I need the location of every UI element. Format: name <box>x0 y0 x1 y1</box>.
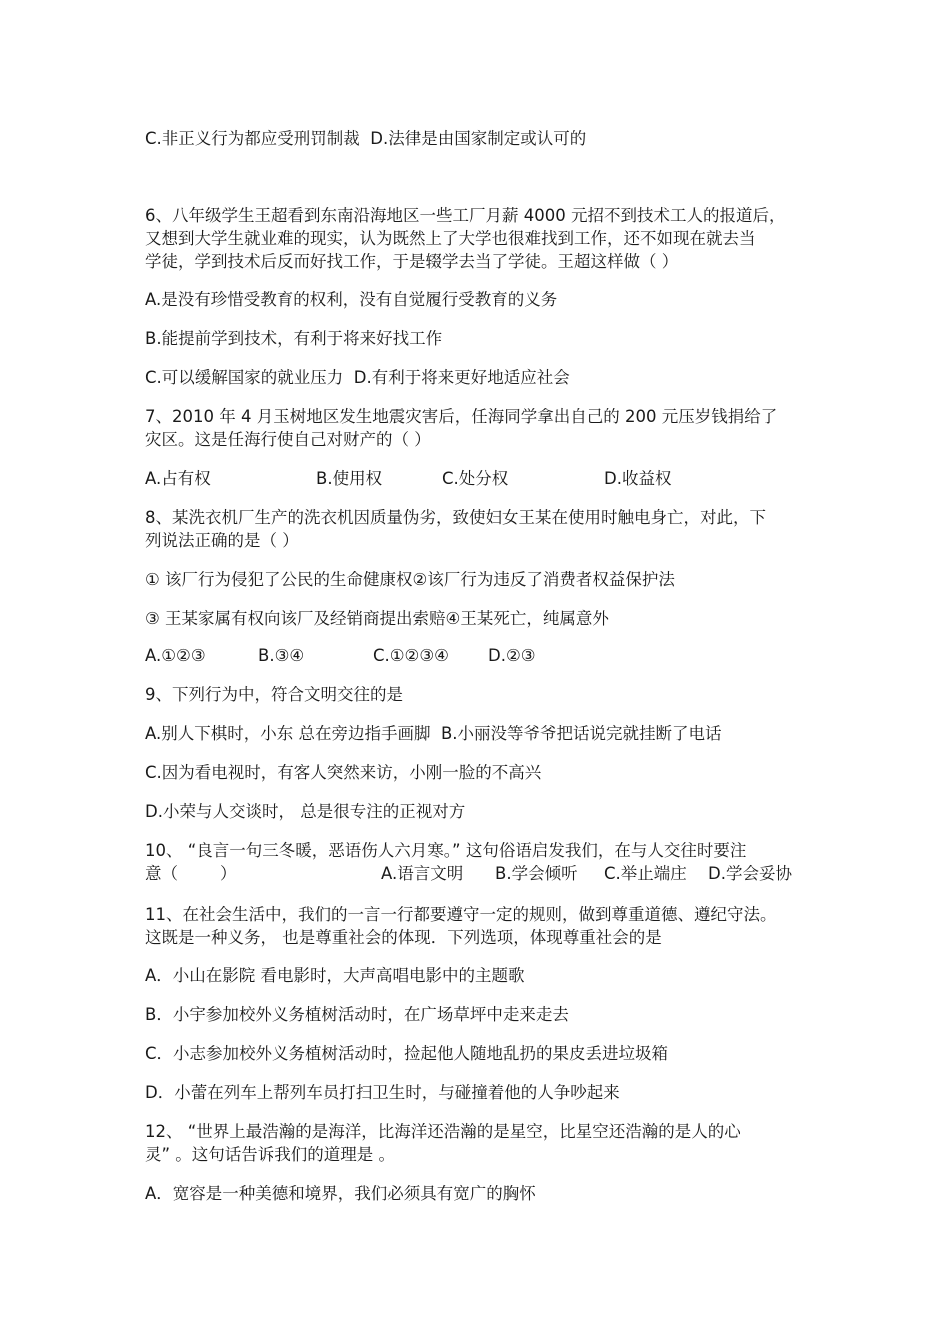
q7-option-b: B.使用权 <box>316 469 383 488</box>
q11-stem-line-2: 这既是一种义务， 也是尊重社会的体现．下列选项，体现尊重社会的是 <box>145 928 662 947</box>
q9-option-d: D.小荣与人交谈时， 总是很专注的正视对方 <box>145 802 466 821</box>
q9-stem: 9、下列行为中，符合文明交往的是 <box>145 685 403 704</box>
q8-option-d: D.②③ <box>488 646 536 665</box>
q6-option-b: B.能提前学到技术，有利于将来好找工作 <box>145 329 443 348</box>
q11-option-c: C．小志参加校外义务植树活动时，捡起他人随地乱扔的果皮丢进垃圾箱 <box>145 1044 669 1063</box>
q8-option-b: B.③④ <box>258 646 305 665</box>
q7-option-d: D.收益权 <box>604 469 672 488</box>
q6-stem-line-1: 6、八年级学生王超看到东南沿海地区一些工厂月薪 4000 元招不到技术工人的报道后， <box>145 206 786 225</box>
q12-stem-line-1: 12、 “世界上最浩瀚的是海洋，比海洋还浩瀚的是星空，比星空还浩瀚的是人的心 <box>145 1122 741 1141</box>
q8-option-a: A.①②③ <box>145 646 206 665</box>
q8-option-c: C.①②③④ <box>373 646 449 665</box>
q7-stem-line-1: 7、2010 年 4 月玉树地区发生地震灾害后，任海同学拿出自己的 200 元压岁钱捐给了 <box>145 407 778 426</box>
q11-option-b: B．小宇参加校外义务植树活动时，在广场草坪中走来走去 <box>145 1005 569 1024</box>
q8-stem-line-2: 列说法正确的是（ ） <box>145 531 299 550</box>
q11-stem-line-1: 11、在社会生活中，我们的一言一行都要遵守一定的规则，做到尊重道德、遵纪守法。 <box>145 905 777 924</box>
q9-option-c: C.因为看电视时，有客人突然来访，小刚一脸的不高兴 <box>145 763 542 782</box>
q8-statement-1: ① 该厂行为侵犯了公民的生命健康权②该厂行为违反了消费者权益保护法 <box>145 570 675 589</box>
q7-option-c: C.处分权 <box>442 469 509 488</box>
q10-stem-line-2: 意（ ） <box>145 864 237 883</box>
q8-stem-line-1: 8、某洗衣机厂生产的洗衣机因质量伪劣，致使妇女王某在使用时触电身亡，对此，下 <box>145 508 766 527</box>
q6-option-cd: C.可以缓解国家的就业压力 D.有利于将来更好地适应社会 <box>145 368 570 387</box>
q8-statement-2: ③ 王某家属有权向该厂及经销商提出索赔④王某死亡，纯属意外 <box>145 609 609 628</box>
q10-option-b: B.学会倾听 <box>495 864 578 883</box>
q10-stem-line-1: 10、 “良言一句三冬暖，恶语伤人六月寒。” 这句俗语启发我们，在与人交往时要注 <box>145 841 747 860</box>
q10-option-a: A.语言文明 <box>381 864 464 883</box>
q7-option-a: A.占有权 <box>145 469 211 488</box>
q7-stem-line-2: 灾区。这是任海行使自己对财产的（ ） <box>145 430 431 449</box>
q11-option-d: D．小蕾在列车上帮列车员打扫卫生时，与碰撞着他的人争吵起来 <box>145 1083 620 1102</box>
q10-option-d: D.学会妥协 <box>708 864 792 883</box>
q12-stem-line-2: 灵” 。这句话告诉我们的道理是 。 <box>145 1145 396 1164</box>
q6-stem-line-3: 学徒，学到技术后反而好找工作，于是辍学去当了学徒。王超这样做（ ） <box>145 252 679 271</box>
q11-option-a: A．小山在影院 看电影时，大声高唱电影中的主题歌 <box>145 966 525 985</box>
q12-option-a: A．宽容是一种美德和境界，我们必须具有宽广的胸怀 <box>145 1184 536 1203</box>
q6-stem-line-2: 又想到大学生就业难的现实，认为既然上了大学也很难找到工作，还不如现在就去当 <box>145 229 756 248</box>
q10-option-c: C.举止端庄 <box>604 864 687 883</box>
q9-option-ab: A.别人下棋时，小东 总在旁边指手画脚 B.小丽没等爷爷把话说完就挂断了电话 <box>145 724 722 743</box>
q6-option-a: A.是没有珍惜受教育的权利，没有自觉履行受教育的义务 <box>145 290 558 309</box>
q5-option-cd: C.非正义行为都应受刑罚制裁 D.法律是由国家制定或认可的 <box>145 129 587 148</box>
